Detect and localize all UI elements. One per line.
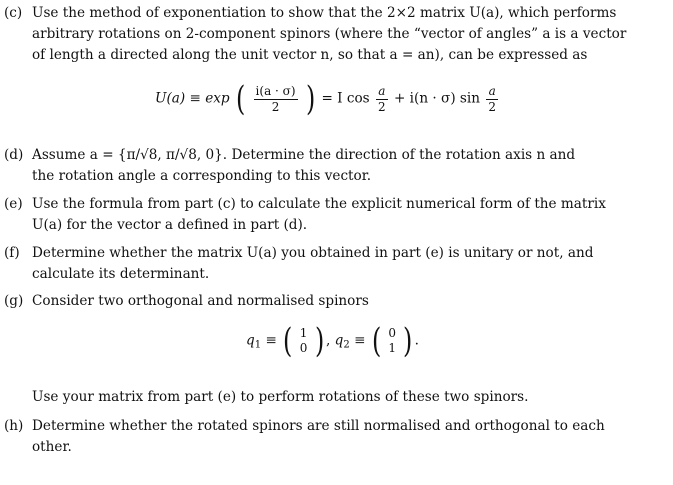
q1-bottom: 0 (299, 341, 308, 355)
part-g-after-text (32, 387, 664, 408)
part-f-label: (f) (4, 245, 20, 261)
part-c-line-1: Use the method of exponentiation to show that the 2×2 matrix U(a), which performs (32, 5, 617, 21)
part-d-line-1: Assume a = {π/√8, π/√8, 0}. Determine the direction of the rotation axis n and (32, 147, 576, 163)
q2-subscript: 2 (343, 339, 350, 351)
q2-left-paren: ( (371, 321, 382, 361)
part-c-text (32, 3, 664, 66)
part-h (4, 416, 664, 458)
rotation-equation (0, 79, 673, 119)
fraction-3-numerator: a (486, 84, 498, 100)
part-g-label: (g) (4, 293, 24, 309)
fraction-2-numerator: a (376, 84, 388, 100)
part-f-line-1: Determine whether the matrix U(a) you obtained in part (e) is unitary or not, and (32, 245, 594, 261)
part-e-line-1: Use the formula from part (c) to calculate the explicit numerical form of the matrix (32, 196, 606, 212)
part-f (4, 243, 664, 285)
part-h-line-1: Determine whether the rotated spinors are still normalised and orthogonal to each (32, 418, 605, 434)
q2-vector (388, 326, 396, 356)
part-e-label: (e) (4, 196, 23, 212)
fraction-1-numerator: i(a · σ) (255, 83, 296, 98)
fraction-3-denominator: 2 (488, 99, 496, 114)
right-paren: ) (305, 79, 316, 119)
q1-left-paren: ( (283, 321, 293, 361)
q2-equiv: ≡ (354, 332, 366, 349)
equation-fraction-3 (486, 84, 498, 115)
part-g-intro: Consider two orthogonal and normalised spinors (32, 293, 369, 309)
spinor-separator: , (326, 332, 331, 349)
part-g-text (32, 291, 664, 312)
part-c-label: (c) (4, 5, 23, 21)
part-g-after-line: Use your matrix from part (e) to perform rotations of these two spinors. (32, 389, 529, 405)
fraction-1-denominator: 2 (271, 99, 280, 114)
q1-right-paren: ) (314, 321, 325, 361)
q1-vector (300, 326, 308, 356)
part-h-text (32, 416, 664, 458)
part-c-line-3: of length a directed along the unit vector n, so that a = an), can be expressed as (32, 47, 588, 63)
q2-right-paren: ) (403, 321, 413, 361)
q1-subscript: 1 (254, 339, 262, 351)
equation-lhs: U(a) ≡ exp (155, 90, 230, 107)
spinor-definitions (0, 321, 673, 361)
q2-top: 0 (388, 326, 397, 340)
q2-bottom: 1 (388, 341, 397, 355)
spinor-end: . (414, 332, 419, 349)
part-f-line-2: calculate its determinant. (32, 266, 210, 282)
q2-symbol: q (334, 332, 344, 349)
left-paren: ( (235, 79, 246, 119)
q1-equiv: ≡ (265, 332, 277, 349)
part-d-line-2: the rotation angle a corresponding to this vector. (32, 168, 372, 184)
equation-fraction-1 (254, 84, 298, 115)
part-h-label: (h) (4, 418, 24, 434)
equation-fraction-2 (376, 84, 388, 115)
part-g-after (4, 387, 664, 408)
q1-top: 1 (299, 326, 308, 340)
part-e-text (32, 194, 664, 236)
equation-equals: = I cos (321, 90, 370, 107)
part-f-text (32, 243, 664, 285)
fraction-2-denominator: 2 (377, 99, 386, 114)
part-c (4, 3, 664, 66)
part-h-line-2: other. (32, 439, 72, 455)
part-d (4, 145, 664, 187)
part-d-label: (d) (4, 147, 24, 163)
equation-middle: + i(n · σ) sin (393, 90, 481, 107)
part-e (4, 194, 664, 236)
part-e-line-2: U(a) for the vector a defined in part (d). (32, 217, 308, 233)
part-c-line-2: arbitrary rotations on 2-component spinors (where the “vector of angles” a is a vector (32, 26, 627, 42)
part-d-text (32, 145, 664, 187)
part-g (4, 291, 664, 312)
q1-symbol: q (246, 332, 255, 349)
